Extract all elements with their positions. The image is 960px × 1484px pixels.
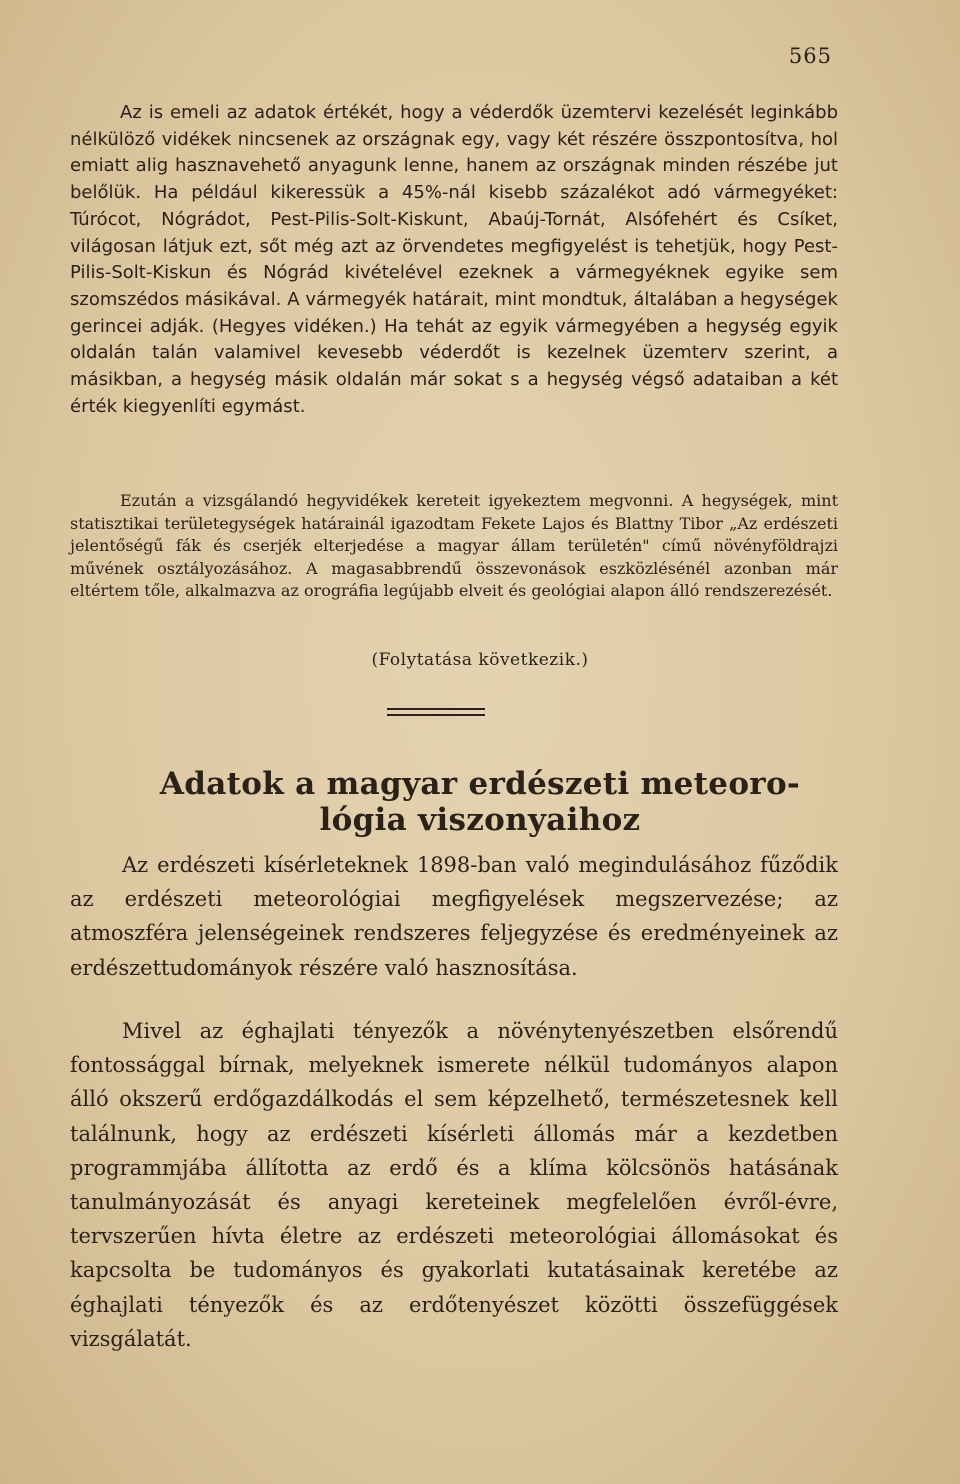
page-number: 565: [788, 44, 832, 68]
section-divider-top: [387, 708, 485, 710]
paragraph-1: Az is emeli az adatok értékét, hogy a véderdők üzemtervi kezelését leginkább nélkülöző vidékek nincsenek az országnak egy, vagy két részére összpontosítva, hol emiatt alig hasznavehető anyagunk lenne, hanem az országnak minden részébe jut belőlük. Ha például kikeressük a 45%-nál kisebb százalékot adó vármegyéket: Túrócot, Nógrádot, Pest-Pilis-Solt-Kiskunt, Abaúj-Tornát, Alsófehért és Csíket, világosan látjuk ezt, sőt még azt az örvendetes megfigyelést is tehetjük, hogy Pest-Pilis-Solt-Kiskun és Nógrád kivételével ezeknek a vármegyéknek egyike sem szomszédos másikával. A vármegyék határait, mint mondtuk, általában a hegységek gerincei adják. (Hegyes vidéken.) Ha tehát az egyik vármegyében a hegység egyik oldalán talán valamivel kevesebb véderdőt is kezelnek üzemterv szerint, a másikban, a hegység másik oldalán már sokat s a hegység végső adataiban a két érték kiegyenlíti egymást.: [70, 102, 838, 417]
section-divider-bottom: [387, 714, 485, 716]
article-title-line-1: Adatok a magyar erdészeti meteoro-: [159, 766, 801, 802]
article-title-line-2: lógia viszonyaihoz: [319, 802, 641, 838]
paragraph-2: Ezután a vizsgálandó hegyvidékek kereteit igyekeztem megvonni. A hegységek, mint statisztikai területegységek határainál igazodtam Fekete Lajos és Blattny Tibor „Az erdészeti jelentőségű fák és cserjék elterjedése a magyar állam területén" című növényföldrajzi művének osztályozásához. A magasabbrendű összevonások eszközlésénél azonban már eltértem tőle, alkalmazva az orográfia legújabb elveit és geológiai alapon álló rendszerezését.: [70, 491, 838, 600]
paragraph-3: Az erdészeti kísérleteknek 1898-ban való megindulásához fűződik az erdészeti meteorológiai megfigyelések megszervezése; az atmoszféra jelenségeinek rendszeres feljegyzése és eredményeinek az erdészettudományok részére való hasznosítása.: [70, 853, 838, 980]
article-title: [0, 766, 960, 838]
continuation-note: (Folytatása következik.): [371, 650, 589, 670]
paragraph-4: Mivel az éghajlati tényezők a növénytenyészetben elsőrendű fontossággal bírnak, melyeknek ismerete nélkül tudományos alapon álló okszerű erdőgazdálkodás el sem képzelhető, természetesnek kell találnunk, hogy az erdészeti kísérleti állomás már a kezdetben programmjába állította az erdő és a klíma kölcsönös hatásának tanulmányozását és anyagi kereteinek megfelelően évről-évre, tervszerűen hívta életre az erdészeti meteorológiai állomásokat és kapcsolta be tudományos és gyakorlati kutatásainak keretébe az éghajlati tényezők és az erdőtenyészet közötti összefüggések vizsgálatát.: [70, 1019, 838, 1351]
